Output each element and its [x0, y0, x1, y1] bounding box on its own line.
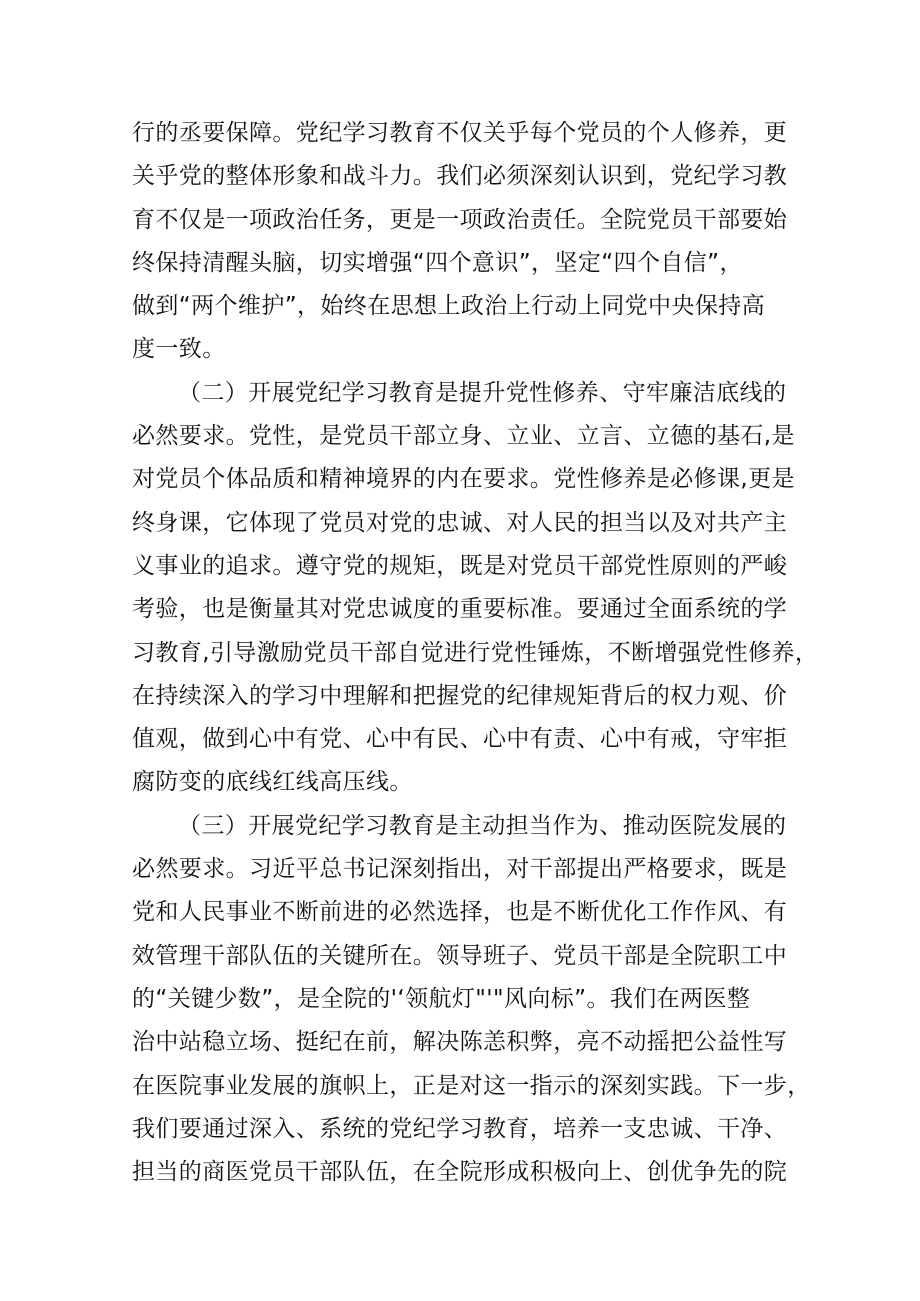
text-line: 必然要求。习近平总书记深刻指出，对干部提出严格要求，既是	[132, 856, 788, 883]
text-line: 习教育,引导激励党员干部自觉进行党性锤炼，不断增强党性修养，	[132, 639, 819, 666]
text-line: 在持续深入的学习中理解和把握党的纪律规矩背后的权力观、价	[132, 682, 788, 709]
text-line: 度一致。	[132, 336, 226, 363]
text-line: 腐防变的底线红线高压线。	[132, 769, 413, 796]
text-line: 我们要通过深入、系统的党纪学习教育，培养一支忠诚、干净、	[132, 1115, 788, 1142]
text-line: 必然要求。党性，是党员干部立身、立业、立言、立德的基石,是	[132, 423, 795, 450]
text-line: 终保持清醒头脑，切实增强“四个意识”，坚定“四个自信”，	[132, 249, 743, 276]
text-line: 治中站稳立场、挺纪在前，解决陈恙积弊，亮不动摇把公益性写	[132, 1029, 788, 1056]
text-line: 值观，做到心中有党、心中有民、心中有责、心中有戒，守牢拒	[132, 726, 788, 753]
text-line: 行的丞要保障。党纪学习教育不仅关乎每个党员的个人修养，更	[132, 120, 788, 146]
section-heading-line: （三）开展党纪学习教育是主动担当作为、推动医院发展的	[178, 812, 787, 839]
text-line: 终身课，它体现了党员对党的忠诚、对人民的担当以及对共产主	[132, 509, 788, 536]
text-line: 关乎党的整体形象和战斗力。我们必须深刻认识到，党纪学习教	[132, 163, 788, 190]
text-line: 担当的商医党员干部队伍，在全院形成积极向上、创优争先的院	[132, 1159, 788, 1186]
text-line: 育不仅是一项政治任务，更是一项政治责任。全院党员干部要始	[132, 206, 788, 233]
text-line: 做到“两个维护”，始终在思想上政治上行动上同党中央保持高	[132, 293, 766, 320]
text-line: 在医院事业发展的旗帜上，正是对这一指示的深刻实践。下一步，	[132, 1072, 811, 1099]
section-heading-line: （二）开展党纪学习教育是提升党性修养、守牢廉洁底线的	[178, 379, 787, 406]
body-text	[132, 112, 819, 1194]
text-line: 效管理干部队伍的关键所在。领导班子、党员干部是全院职工中	[132, 942, 788, 969]
text-line: 义事业的追求。遵守党的规矩，既是对党员干部党性原则的严峻	[132, 552, 788, 579]
text-line: 对党员个体品质和精神境界的内在要求。党性修养是必修课,更是	[132, 466, 795, 493]
text-line: 的“关键少数”，是全院的'‘领航灯"'"风向标”。我们在两医整	[132, 985, 751, 1012]
text-line: 党和人民事业不断前进的必然选择，也是不断优化工作作风、有	[132, 899, 788, 926]
text-line: 考验，也是衡量其对党忠诚度的重要标准。要通过全面系统的学	[132, 596, 788, 623]
